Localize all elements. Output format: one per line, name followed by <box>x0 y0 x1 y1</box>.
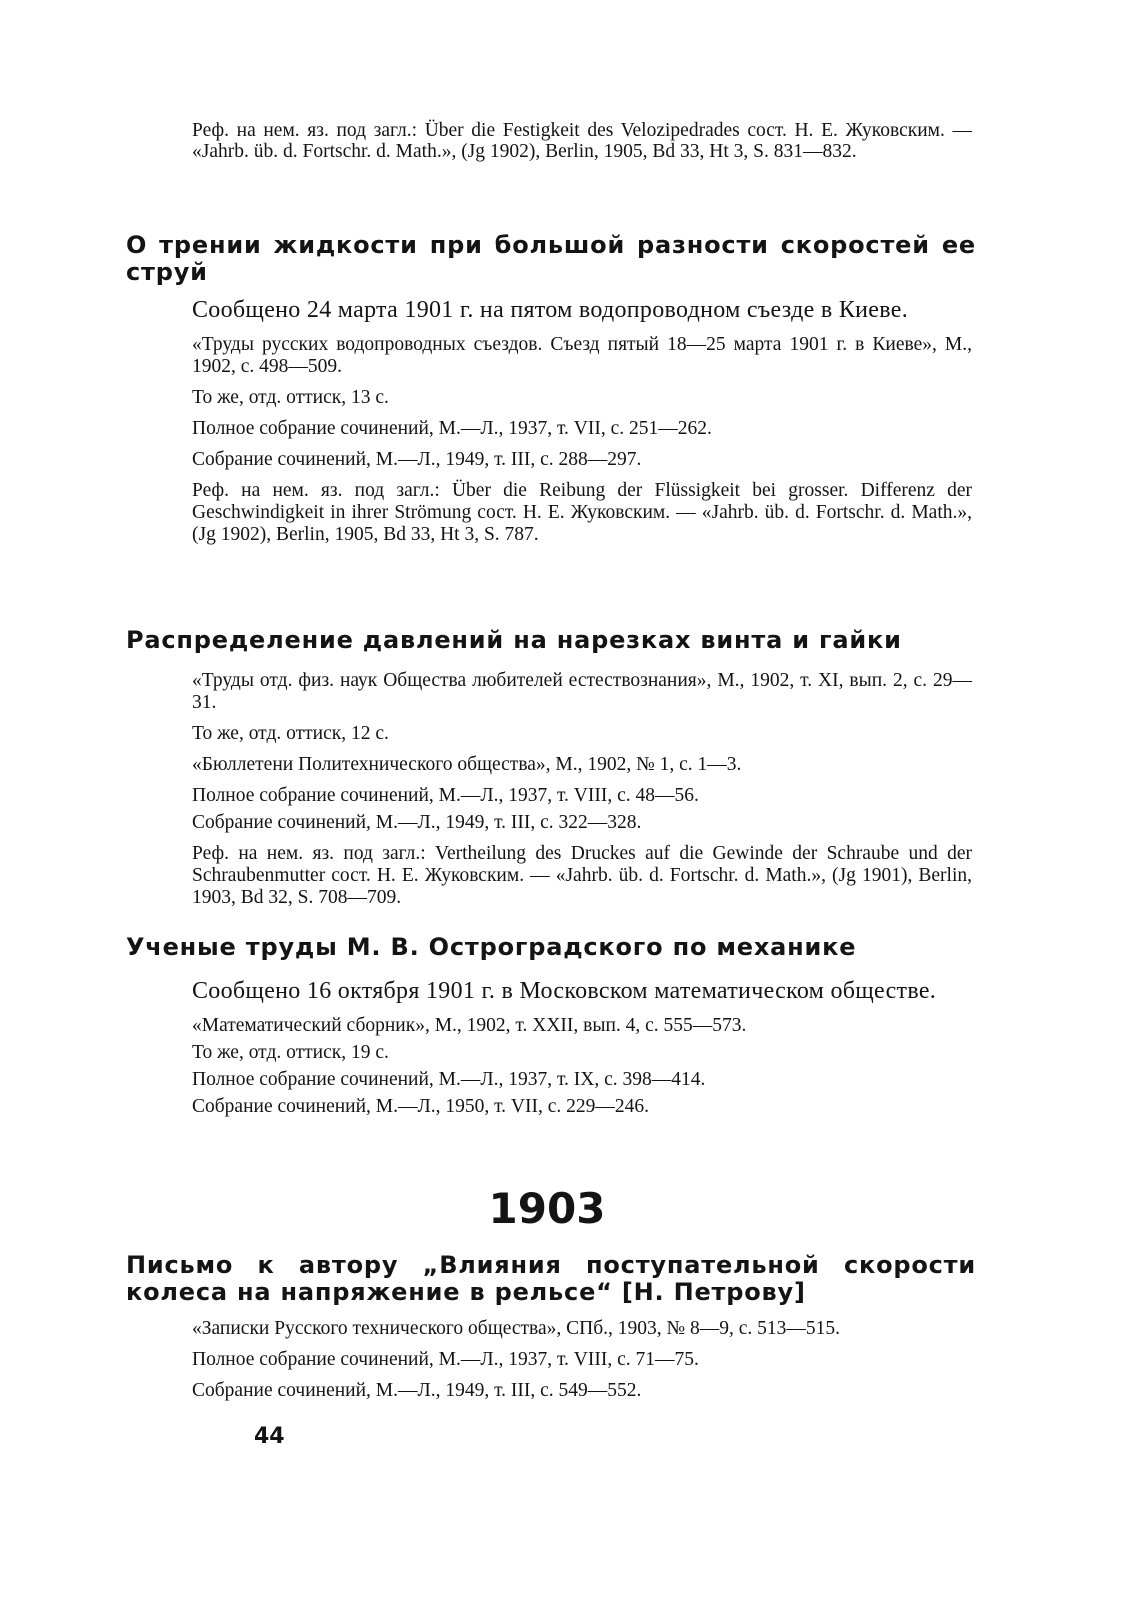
letter-section-body <box>192 1318 972 1411</box>
section-3-ref-2: То же, отд. оттиск, 19 с. <box>192 1042 389 1063</box>
letter-ref-2: Полное собрание сочинений, М.—Л., 1937, т. VIII, с. 71—75. <box>192 1349 699 1370</box>
section-3-ref-3: Полное собрание сочинений, М.—Л., 1937, т. IX, с. 398—414. <box>192 1069 706 1090</box>
section-2-body <box>192 670 972 918</box>
section-1-ref-4: Собрание сочинений, М.—Л., 1949, т. III, с. 288—297. <box>192 449 642 470</box>
section-1-ref-2: То же, отд. оттиск, 13 с. <box>192 387 389 408</box>
section-3-ref-4: Собрание сочинений, М.—Л., 1950, т. VII, с. 229—246. <box>192 1096 649 1117</box>
section-3-body <box>192 977 972 1127</box>
section-3-title: Ученые труды М. В. Остроградского по механике <box>126 933 857 961</box>
section-1-body <box>192 296 972 555</box>
section-2-ref-3: «Бюллетени Политехнического общества», М., 1902, № 1, с. 1—3. <box>192 754 742 775</box>
section-2-ref-4: Полное собрание сочинений, М.—Л., 1937, т. VIII, с. 48—56. <box>192 785 699 806</box>
section-3-ref-1: «Математический сборник», М., 1902, т. XXII, вып. 4, с. 555—573. <box>192 1015 747 1036</box>
year-heading: 1903 <box>488 1184 606 1233</box>
section-2-ref-5: Собрание сочинений, М.—Л., 1949, т. III, с. 322—328. <box>192 812 642 833</box>
section-2-ref-1: «Труды отд. физ. наук Общества любителей естествознания», М., 1902, т. XI, вып. 2, с. 29—31. <box>192 670 972 713</box>
section-1-title: О трении жидкости при большой разности скоростей ее струй <box>126 231 976 286</box>
page-number: 44 <box>254 1424 285 1449</box>
section-1-ref-3: Полное собрание сочинений, М.—Л., 1937, т. VII, с. 251—262. <box>192 418 712 439</box>
section-1-ref-5: Реф. на нем. яз. под загл.: Über die Reibung der Flüssigkeit bei grosser. Differenz der Geschwindigkeit in ihrer Strömung сост. Н. Е. Жуковским. — «Jahrb. üb. d. Fortschr. d. Math.», (Jg 1902), Berlin, 1905, Bd 33, Ht 3, S. 787. <box>192 480 972 545</box>
section-2-ref-2: То же, отд. оттиск, 12 с. <box>192 723 389 744</box>
top-reference <box>192 120 972 162</box>
top-reference-text: Реф. на нем. яз. под загл.: Über die Festigkeit des Velozipedrades сост. Н. Е. Жуковским. — «Jahrb. üb. d. Fortschr. d. Math.», (Jg 1902), Berlin, 1905, Bd 33, Ht 3, S. 831—832. <box>192 120 972 162</box>
section-1-note: Сообщено 24 марта 1901 г. на пятом водопроводном съезде в Киеве. <box>192 297 908 323</box>
section-1-ref-1: «Труды русских водопроводных съездов. Съезд пятый 18—25 марта 1901 г. в Киеве», М., 1902, с. 498—509. <box>192 334 972 377</box>
section-3-note: Сообщено 16 октября 1901 г. в Московском математическом обществе. <box>192 978 937 1004</box>
section-2-title: Распределение давлений на нарезках винта и гайки <box>126 626 902 654</box>
letter-ref-1: «Записки Русского технического общества», СПб., 1903, № 8—9, с. 513—515. <box>192 1318 841 1339</box>
letter-ref-3: Собрание сочинений, М.—Л., 1949, т. III, с. 549—552. <box>192 1380 642 1401</box>
letter-section-title: Письмо к автору „Влияния поступательной скорости колеса на напряжение в рельсе“ [Н. Петрову] <box>126 1251 976 1306</box>
section-2-ref-6: Реф. на нем. яз. под загл.: Vertheilung des Druckes auf die Gewinde der Schraube und der Schraubenmutter сост. Н. Е. Жуковским. — «Jahrb. üb. d. Fortschr. d. Math.», (Jg 1901), Berlin, 1903, Bd 32, S. 708—709. <box>192 843 972 908</box>
